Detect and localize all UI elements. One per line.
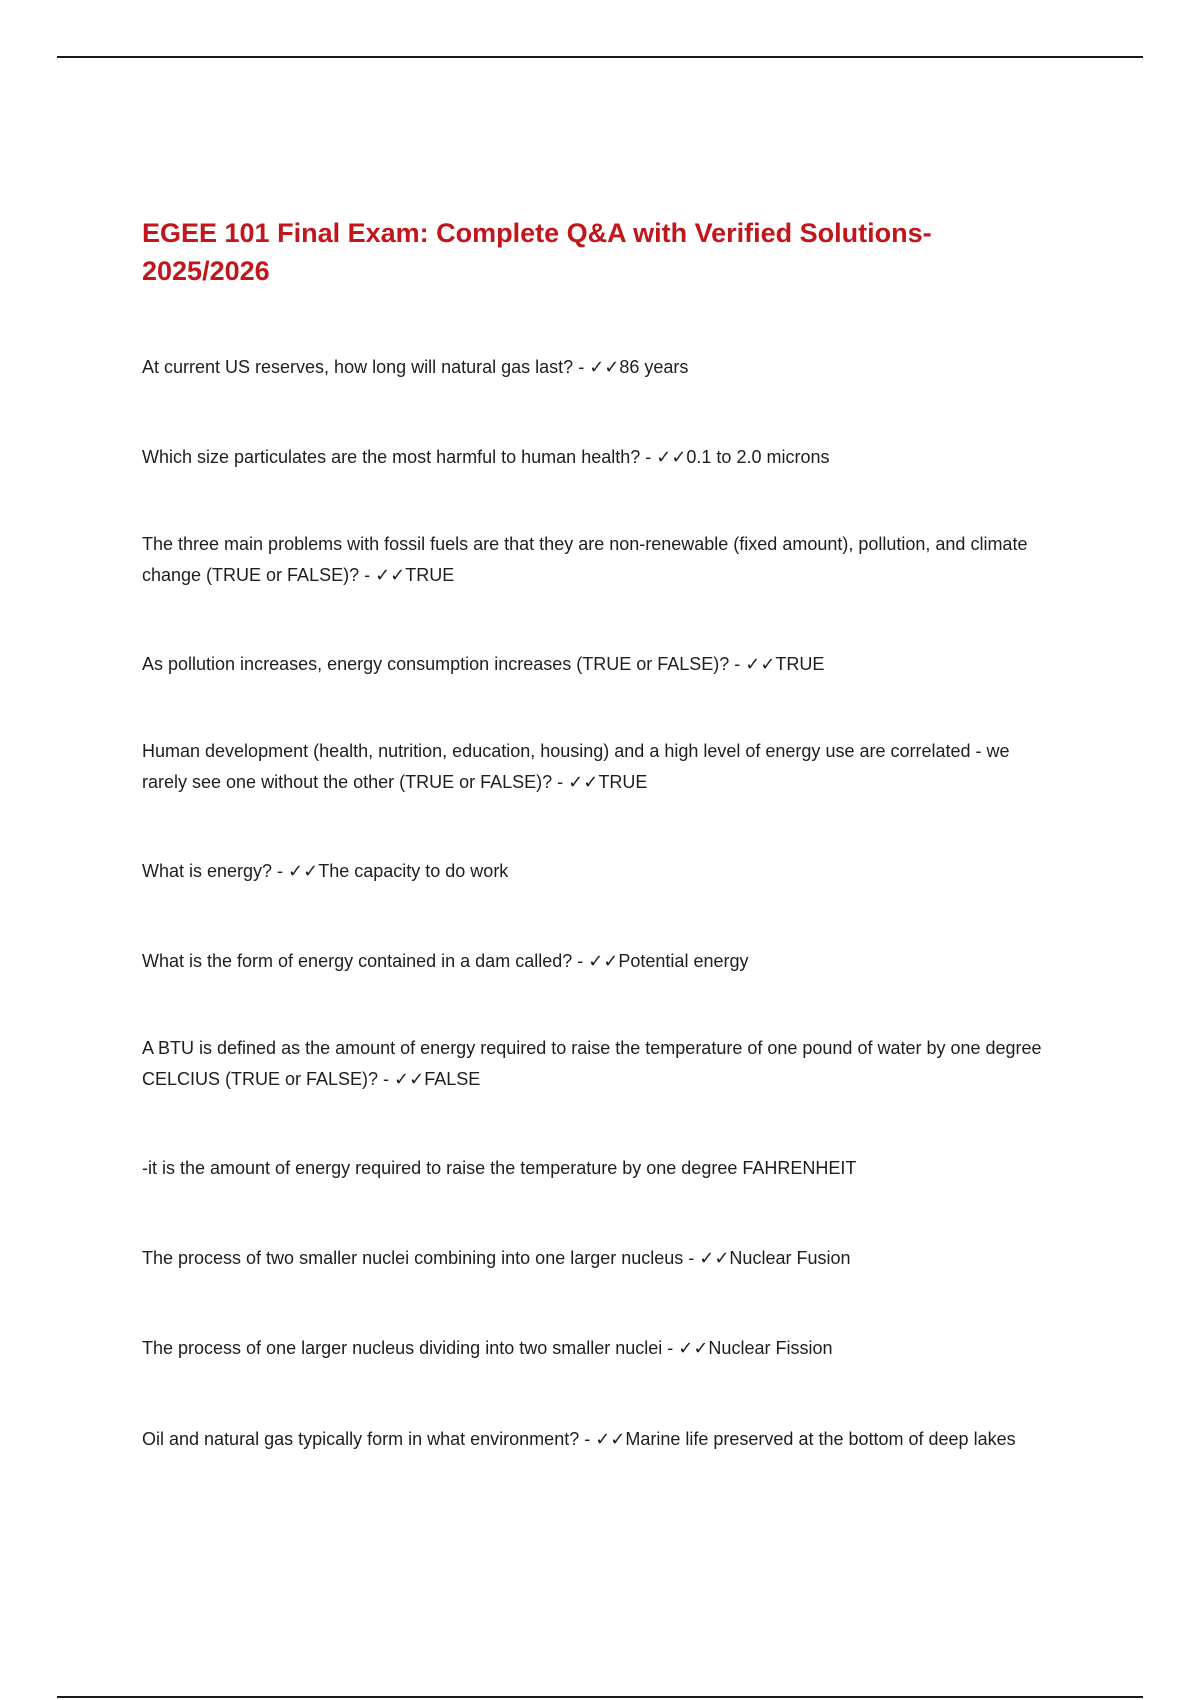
qa-entry-10: The process of two smaller nuclei combining into one larger nucleus - ✓✓Nuclear Fusion [142, 1248, 851, 1268]
qa-entry-2: Which size particulates are the most harmful to human health? - ✓✓0.1 to 2.0 microns [142, 447, 830, 467]
qa-entry-12: Oil and natural gas typically form in what environment? - ✓✓Marine life preserved at the bottom of deep lakes [142, 1429, 1016, 1449]
qa-entry-3: The three main problems with fossil fuels are that they are non-renewable (fixed amount), pollution, and climate change (TRUE or FALSE)? - ✓✓TRUE [142, 534, 1028, 585]
qa-entry-8: A BTU is defined as the amount of energy required to raise the temperature of one pound of water by one degree CELCIUS (TRUE or FALSE)? - ✓✓FALSE [142, 1038, 1042, 1089]
qa-entry-5: Human development (health, nutrition, education, housing) and a high level of energy use are correlated - we rarely see one without the other (TRUE or FALSE)? - ✓✓TRUE [142, 741, 1010, 792]
document-title: EGEE 101 Final Exam: Complete Q&A with Verified Solutions- 2025/2026 [142, 218, 932, 286]
qa-entry-9: -it is the amount of energy required to raise the temperature by one degree FAHRENHEIT [142, 1158, 857, 1178]
qa-entry-11: The process of one larger nucleus dividing into two smaller nuclei - ✓✓Nuclear Fission [142, 1338, 833, 1358]
header-rule [57, 56, 1143, 58]
qa-entry-4: As pollution increases, energy consumption increases (TRUE or FALSE)? - ✓✓TRUE [142, 654, 825, 674]
footer-rule [57, 1696, 1143, 1698]
qa-entry-1: At current US reserves, how long will natural gas last? - ✓✓86 years [142, 357, 689, 377]
qa-entry-6: What is energy? - ✓✓The capacity to do work [142, 861, 509, 881]
qa-entry-7: What is the form of energy contained in a dam called? - ✓✓Potential energy [142, 951, 749, 971]
